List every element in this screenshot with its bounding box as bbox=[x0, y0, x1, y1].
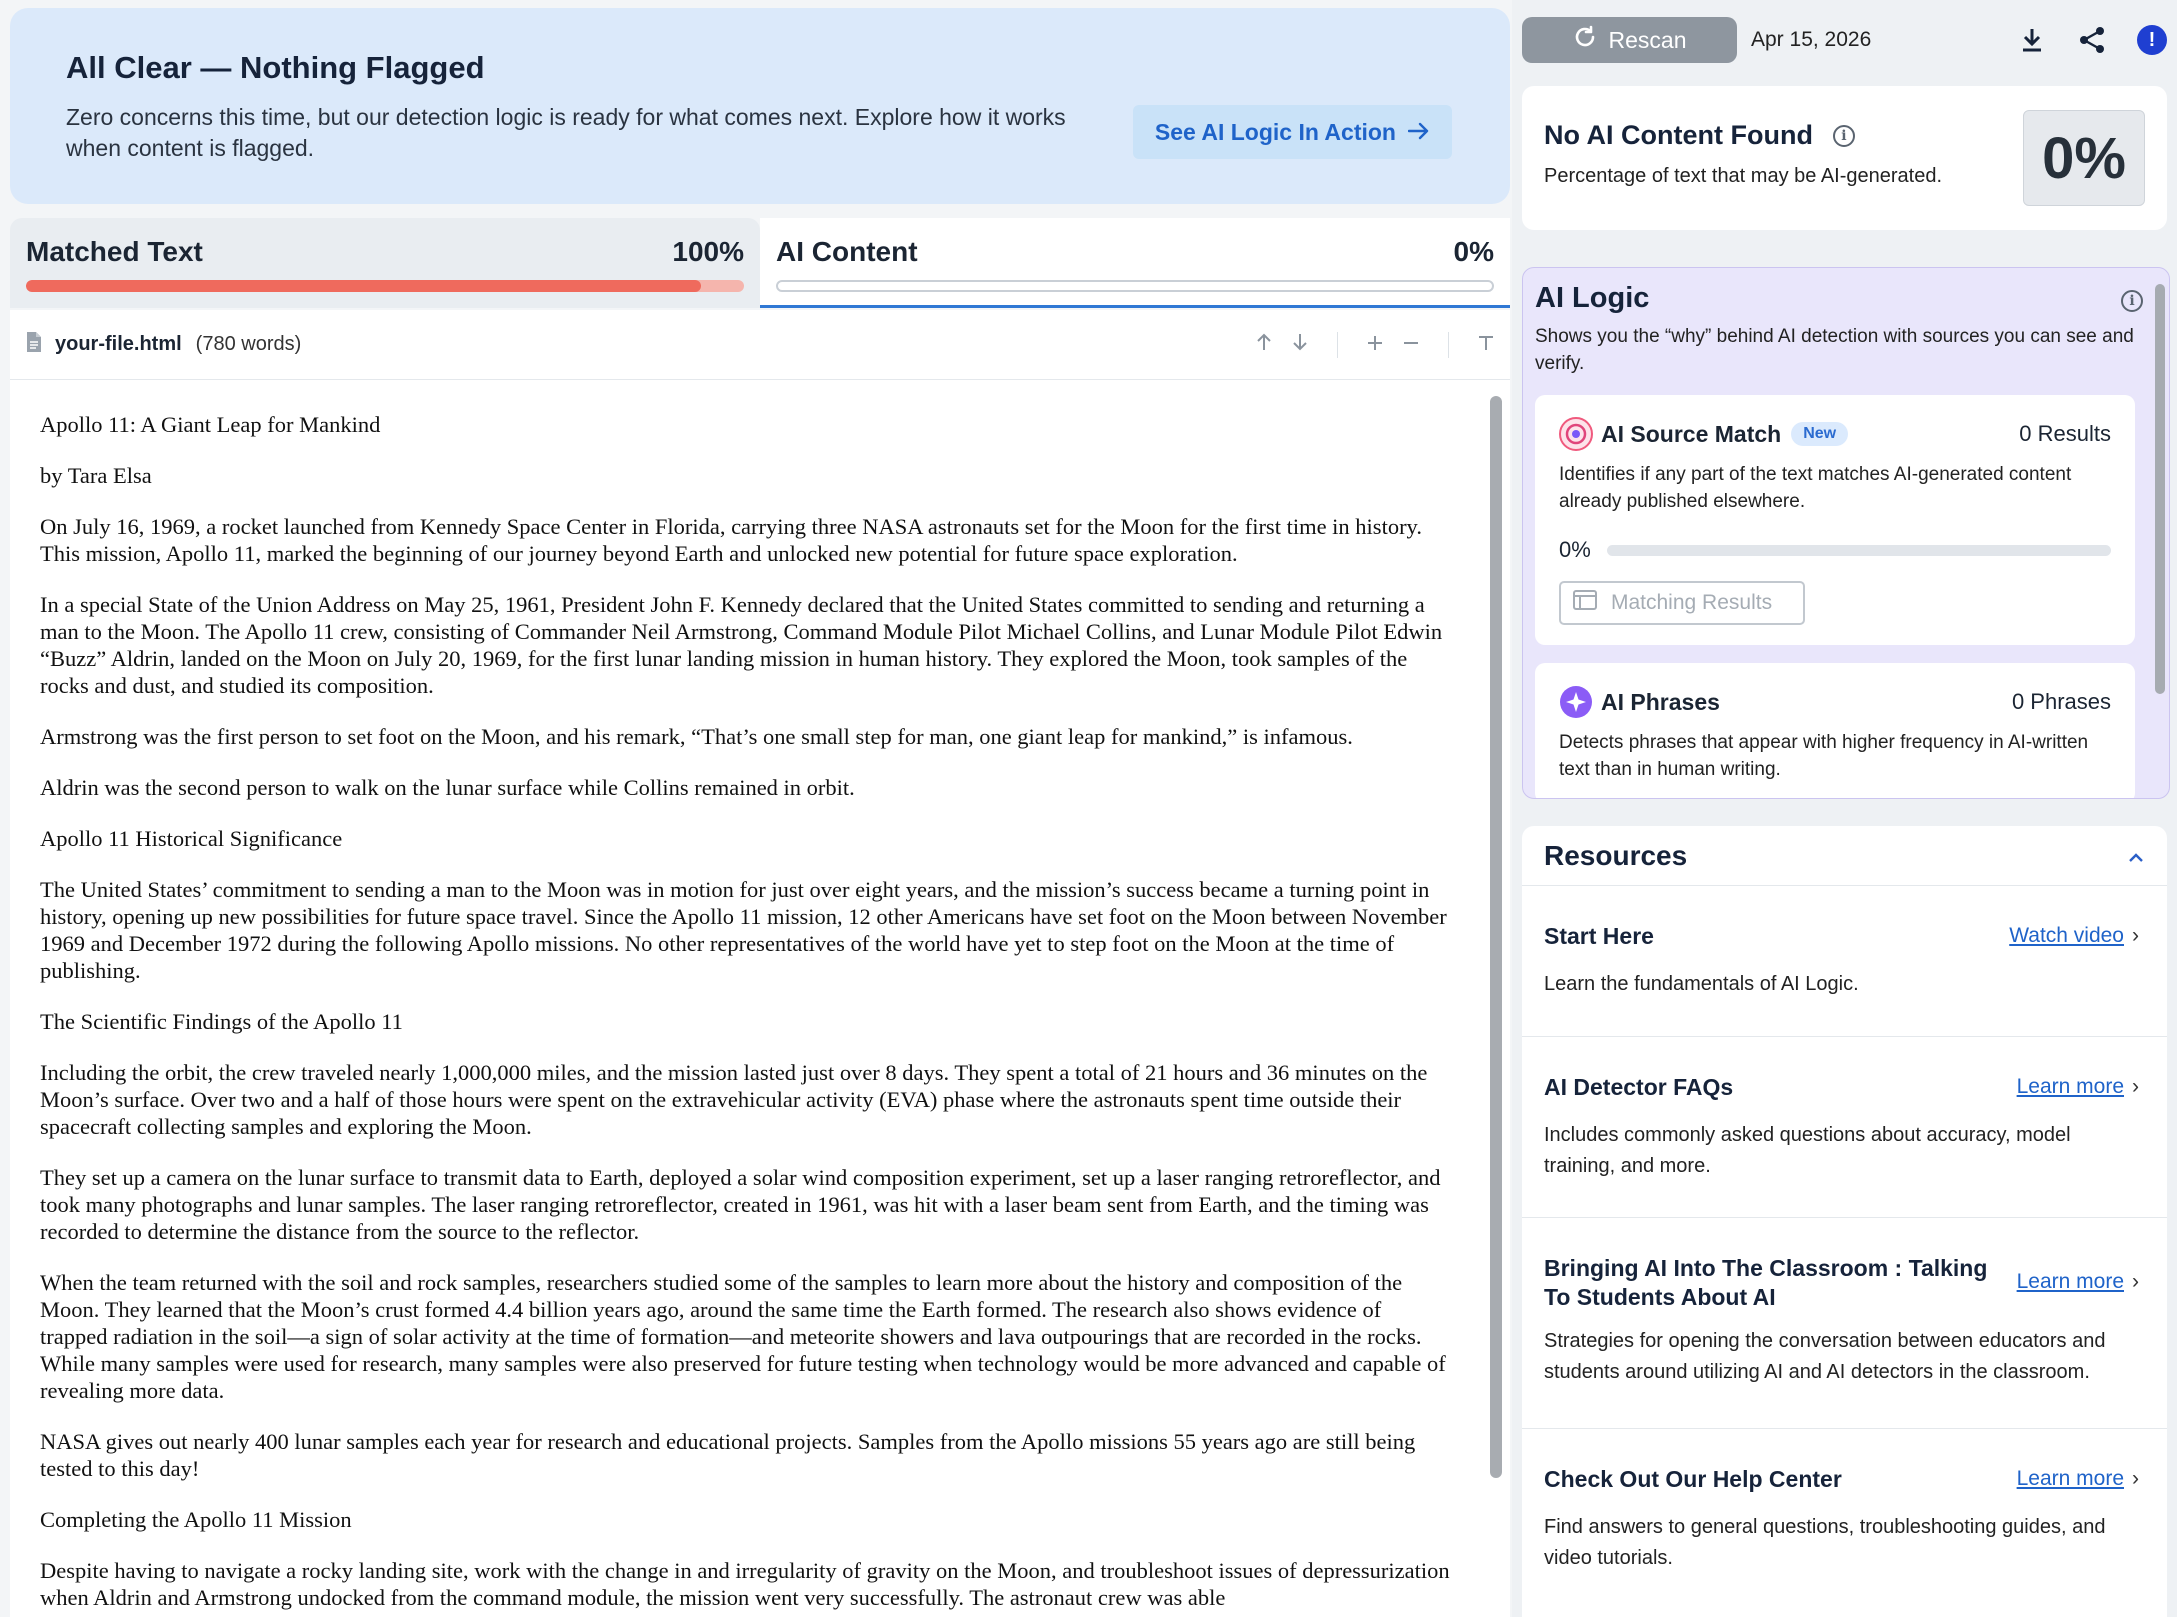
source-match-name: AI Source Match bbox=[1601, 420, 1782, 447]
tab-percent: 0% bbox=[1453, 236, 1494, 267]
score-subtitle: Percentage of text that may be AI-generated. bbox=[1544, 165, 1943, 187]
resource-title: Check Out Our Help Center bbox=[1544, 1466, 1842, 1492]
document-paragraph: Apollo 11 Historical Significance bbox=[40, 826, 343, 851]
alert-icon[interactable]: ! bbox=[2137, 25, 2167, 55]
resource-title: Bringing AI Into The Classroom : Talking To Students About AI bbox=[1544, 1255, 1988, 1310]
source-match-count: 0 Results bbox=[2019, 421, 2111, 446]
resource-desc: Strategies for opening the conversation between educators and students around utilizing AI and AI detectors in the classroom. bbox=[1544, 1330, 2106, 1383]
resources-header[interactable] bbox=[1522, 826, 2167, 886]
ai-progress-bar bbox=[776, 280, 1494, 292]
resource-title: Start Here bbox=[1544, 923, 1654, 949]
scan-date: Apr 15, 2026 bbox=[1751, 28, 1872, 51]
document-toolbar bbox=[1255, 331, 1495, 359]
right-panel bbox=[1512, 0, 2177, 1617]
ai-score-card bbox=[1522, 86, 2167, 230]
resource-title: AI Detector FAQs bbox=[1544, 1074, 1734, 1100]
document-paragraph: Aldrin was the second person to walk on the lunar surface while Collins remained in orbit. bbox=[40, 775, 855, 800]
all-clear-banner bbox=[10, 8, 1510, 204]
document-paragraph: Completing the Apollo 11 Mission bbox=[40, 1507, 352, 1532]
refresh-icon bbox=[1573, 25, 1597, 55]
result-tabs bbox=[10, 218, 1510, 308]
resource-item bbox=[1522, 886, 2167, 1037]
resources-title: Resources bbox=[1544, 839, 1688, 871]
zoom-in-icon[interactable] bbox=[1366, 331, 1384, 359]
rescan-button[interactable] bbox=[1522, 17, 1737, 63]
zoom-out-icon[interactable] bbox=[1402, 331, 1420, 359]
document-text bbox=[10, 381, 1482, 1617]
cta-label: See AI Logic In Action bbox=[1154, 118, 1396, 145]
phrases-text: Detects phrases that appear with higher frequency in AI-written text than in human writing. bbox=[1559, 732, 2089, 780]
file-icon bbox=[25, 331, 43, 359]
matched-progress-fill bbox=[26, 280, 701, 292]
document-paragraph: Despite having to navigate a rocky landing site, work with the change in and irregularity of gravity on the Moon, and troubleshoot issues of depressurization when Aldrin and Armstrong undocked from the command module, the mission went very successfully. The astronaut crew was able bbox=[40, 1558, 1450, 1610]
download-icon[interactable] bbox=[2017, 25, 2047, 55]
new-badge: New bbox=[1791, 422, 1848, 446]
rescan-label: Rescan bbox=[1608, 26, 1687, 53]
text-format-icon[interactable] bbox=[1477, 331, 1495, 359]
source-match-icon bbox=[1559, 417, 1593, 451]
arrow-down-icon[interactable] bbox=[1291, 331, 1309, 359]
document-viewer bbox=[10, 310, 1510, 1617]
arrow-up-icon[interactable] bbox=[1255, 331, 1273, 359]
ai-logic-scrollbar[interactable] bbox=[2155, 284, 2165, 694]
document-paragraph: Including the orbit, the crew traveled nearly 1,000,000 miles, and the mission lasted just over 8 days. They spent a total of 21 hours and 36 minutes on the Moon’s surface. Over two and a half of those hours were spent on the extravehicular activity (EVA) phase where the astronauts spent time outside their spacecraft collecting samples and exploring the Moon. bbox=[40, 1060, 1428, 1139]
document-paragraph: The United States’ commitment to sending a man to the Moon was in motion for just over eight years, and the mission’s success became a turning point in history, opening up new possibilities for future space travel. Since the Apollo 11 mission, 12 other Americans have set foot on the Moon between November 1969 and December 1972 during the following Apollo missions. No other representatives of the world have yet to step foot on the Moon at the time of publishing. bbox=[40, 877, 1447, 983]
document-paragraph: They set up a camera on the lunar surface to transmit data to Earth, deployed a solar wind composition experiment, set up a laser ranging retroreflector, and took many photographs and lunar samples. The laser ranging retroreflector, created in 1961, was hit with a laser beam sent from Earth, and the timing was recorded to determine the distance from the source to the reflector. bbox=[40, 1165, 1441, 1244]
matching-results-button[interactable] bbox=[1559, 581, 1805, 625]
document-paragraph: Apollo 11: A Giant Leap for Mankind bbox=[40, 412, 381, 437]
source-match-percent: 0% bbox=[1559, 537, 1591, 562]
resource-desc: Includes commonly asked questions about accuracy, model training, and more. bbox=[1544, 1124, 2071, 1177]
score-percent: 0% bbox=[2023, 110, 2145, 206]
document-paragraph: NASA gives out nearly 400 lunar samples each year for research and educational projects. Samples from the Apollo missions 55 years ago are still being tested to this day! bbox=[40, 1429, 1416, 1481]
top-bar bbox=[1522, 16, 2167, 64]
info-icon[interactable]: i bbox=[1833, 125, 1855, 147]
resource-item bbox=[1522, 1037, 2167, 1218]
resources-panel bbox=[1522, 826, 2167, 1617]
top-actions bbox=[2017, 25, 2167, 55]
document-paragraph: Armstrong was the first person to set foot on the Moon, and his remark, “That’s one small step for man, one giant leap for mankind,” is infamous. bbox=[40, 724, 1353, 749]
matching-results-label: Matching Results bbox=[1611, 591, 1773, 614]
toolbar-divider bbox=[1337, 332, 1338, 358]
resource-item bbox=[1522, 1218, 2167, 1429]
phrases-count: 0 Phrases bbox=[2011, 689, 2111, 714]
sparkle-icon bbox=[1559, 685, 1593, 719]
tab-percent: 100% bbox=[672, 236, 744, 267]
learn-more-link[interactable]: Learn more › bbox=[2017, 1467, 2139, 1491]
matched-progress-bar bbox=[26, 280, 744, 292]
document-header bbox=[10, 310, 1510, 380]
document-paragraph: When the team returned with the soil and rock samples, researchers studied some of the samples to learn more about the history and composition of the Moon. They learned that the Moon’s crust formed 4.4 billion years ago, around the same time the Earth formed. The research also shows evidence of trapped radiation in the soil—a sign of solar activity at the time of formation—and meteorite showers and lava outpourings that are recorded in the rocks. While many samples were used for research, many samples were also preserved for future testing when technology would be more advanced and capable of revealing more data. bbox=[40, 1270, 1446, 1403]
phrases-name: AI Phrases bbox=[1601, 688, 1720, 715]
resource-item bbox=[1522, 1429, 2167, 1610]
document-paragraph: The Scientific Findings of the Apollo 11 bbox=[40, 1009, 403, 1034]
arrow-right-icon bbox=[1408, 119, 1430, 146]
word-count: (780 words) bbox=[195, 333, 302, 355]
ai-phrases-card bbox=[1535, 663, 2135, 799]
tab-label: Matched Text bbox=[26, 236, 203, 267]
ai-logic-description: Shows you the “why” behind AI detection with sources you can see and verify. bbox=[1535, 326, 2134, 374]
ai-logic-title: AI Logic bbox=[1535, 282, 1650, 314]
document-paragraph: by Tara Elsa bbox=[40, 463, 152, 488]
source-match-progress-track bbox=[1607, 545, 2111, 556]
tab-matched-text[interactable] bbox=[10, 218, 760, 308]
learn-more-link[interactable]: Learn more › bbox=[2017, 1075, 2139, 1099]
source-match-progress bbox=[1559, 537, 2111, 563]
score-title: No AI Content Found bbox=[1544, 120, 1813, 150]
document-paragraph: On July 16, 1969, a rocket launched from Kennedy Space Center in Florida, carrying three NASA astronauts set for the Moon for the first time in history. This mission, Apollo 11, marked the beginning of our journey beyond Earth and unlocked new potential for future space exploration. bbox=[40, 514, 1422, 566]
source-match-text: Identifies if any part of the text matches AI-generated content already published elsewhere. bbox=[1559, 464, 2072, 512]
see-ai-logic-button[interactable] bbox=[1133, 105, 1452, 159]
window-icon bbox=[1573, 590, 1597, 616]
banner-text: Zero concerns this time, but our detection logic is ready for what comes next. Explore how it works when content is flagged. bbox=[66, 104, 1066, 161]
share-icon[interactable] bbox=[2077, 25, 2107, 55]
banner-title: All Clear — Nothing Flagged bbox=[66, 50, 485, 85]
file-name: your-file.html bbox=[55, 333, 182, 355]
scrollbar-thumb[interactable] bbox=[1490, 396, 1502, 1478]
info-icon[interactable]: i bbox=[2121, 290, 2143, 312]
resource-desc: Find answers to general questions, troubleshooting guides, and video tutorials. bbox=[1544, 1516, 2106, 1569]
resource-desc: Learn the fundamentals of AI Logic. bbox=[1544, 973, 1859, 995]
learn-more-link[interactable]: Learn more › bbox=[2017, 1270, 2139, 1294]
toolbar-divider bbox=[1448, 332, 1449, 358]
watch-video-link[interactable]: Watch video › bbox=[2009, 924, 2139, 948]
tab-label: AI Content bbox=[776, 236, 918, 267]
document-paragraph: In a special State of the Union Address on May 25, 1961, President John F. Kennedy declared that the United States committed to sending and returning a man to the Moon. The Apollo 11 crew, consisting of Commander Neil Armstrong, Command Module Pilot Michael Collins, and Lunar Module Pilot Edwin “Buzz” Aldrin, landed on the Moon on July 20, 1969, for the first lunar landing mission in human history. They explored the Moon, took samples of the rocks and dust, and studied its composition. bbox=[40, 592, 1443, 698]
tab-ai-content[interactable] bbox=[760, 218, 1510, 308]
chevron-up-icon[interactable] bbox=[2127, 843, 2145, 869]
document-scrollbar[interactable] bbox=[1490, 390, 1502, 1610]
ai-source-match-card bbox=[1535, 395, 2135, 645]
ai-logic-panel bbox=[1522, 267, 2170, 799]
